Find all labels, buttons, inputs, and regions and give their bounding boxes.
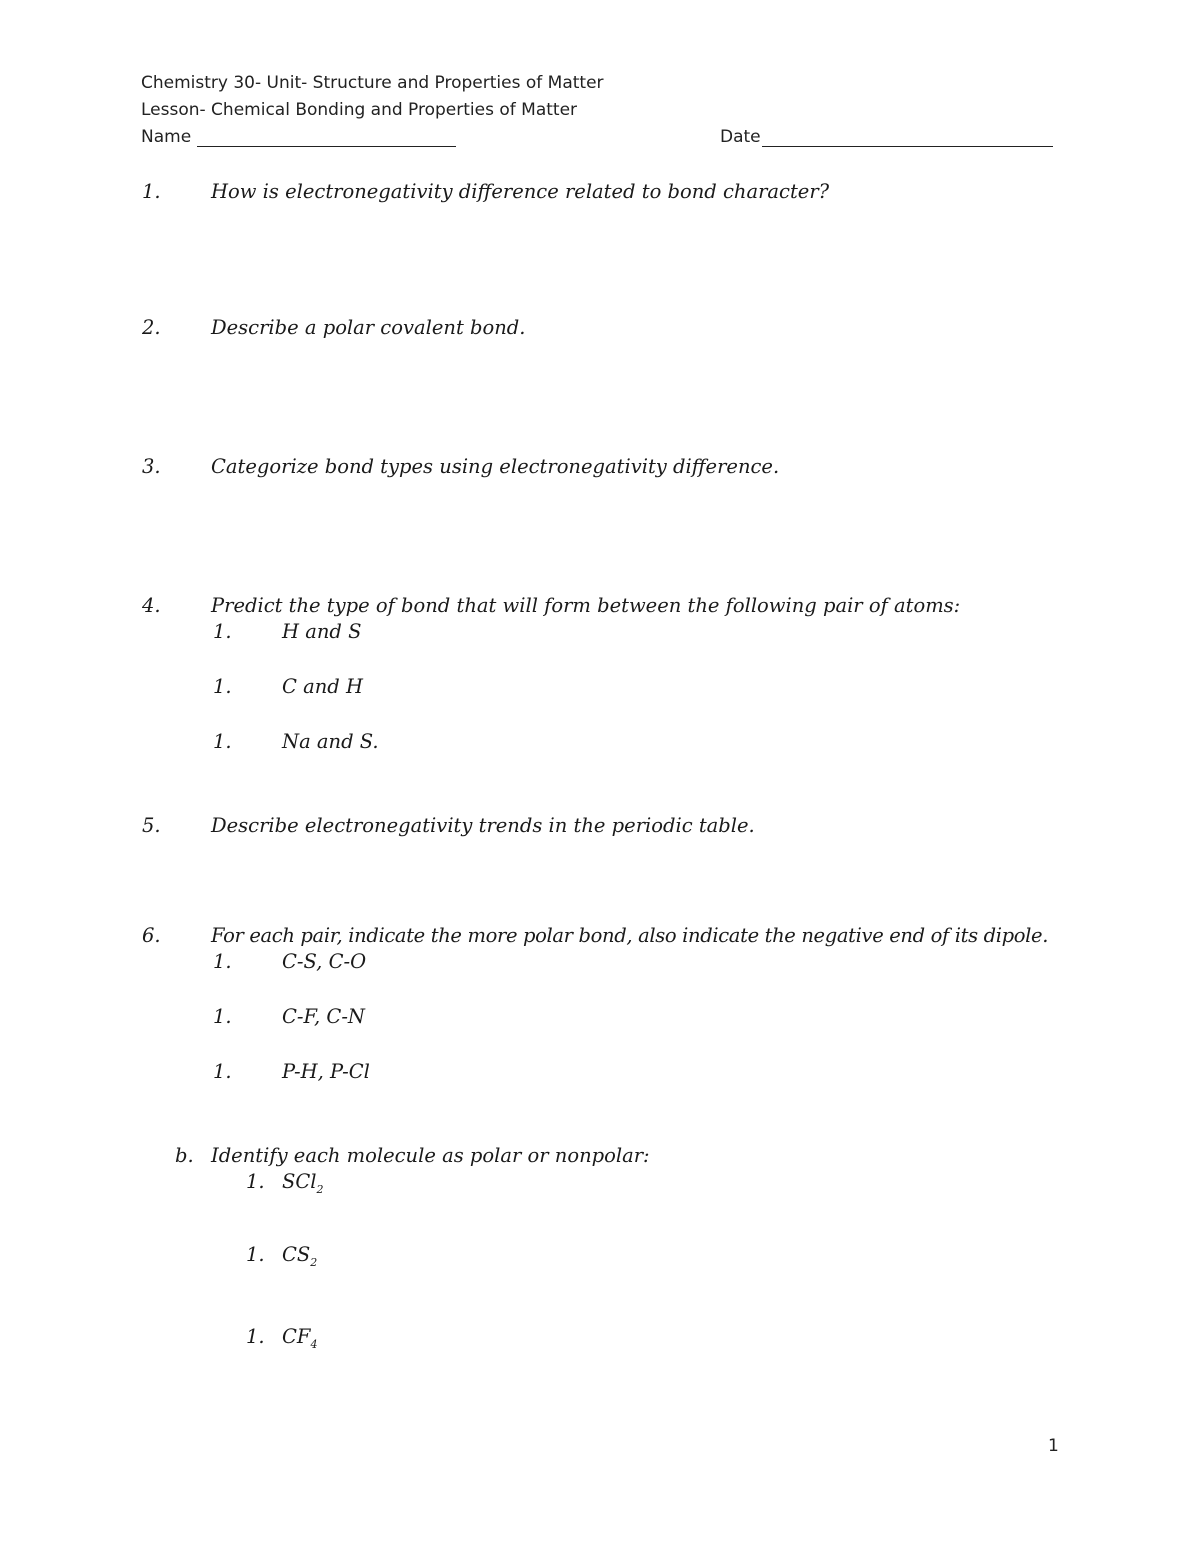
molecule-subscript: 2 [316, 1182, 324, 1196]
molecule-subscript: 2 [310, 1255, 318, 1269]
question-1-text: How is electronegativity difference related to bond character? [211, 180, 830, 203]
molecule-formula: CS [282, 1243, 311, 1266]
molecule-item-number: 1. [246, 1243, 265, 1266]
question-6-item: C-F, C-N [282, 1005, 365, 1028]
question-2-text: Describe a polar covalent bond. [211, 316, 526, 339]
question-5-text: Describe electronegativity trends in the periodic table. [211, 814, 755, 837]
question-6-number: 6. [142, 924, 161, 947]
question-4-item: C and H [282, 675, 363, 698]
course-title: Chemistry 30- Unit- Structure and Properties of Matter [141, 73, 604, 93]
question-6-item-number: 1. [213, 950, 232, 973]
molecule-item [282, 1325, 317, 1357]
date-field-line[interactable] [762, 146, 1053, 147]
molecule-item-number: 1. [246, 1170, 265, 1193]
page-number: 1 [1048, 1436, 1059, 1456]
question-6-item: C-S, C-O [282, 950, 367, 973]
question-4-item: Na and S. [282, 730, 379, 753]
name-label: Name [141, 127, 192, 147]
question-4-text: Predict the type of bond that will form between the following pair of atoms: [211, 594, 961, 617]
molecule-item [282, 1243, 317, 1275]
question-6-item-number: 1. [213, 1005, 232, 1028]
part-b-label: b. [175, 1144, 194, 1167]
part-b-text: Identify each molecule as polar or nonpolar: [211, 1144, 650, 1167]
molecule-formula: SCl [282, 1170, 317, 1193]
question-1-number: 1. [142, 180, 161, 203]
question-2-number: 2. [142, 316, 161, 339]
molecule-formula: CF [282, 1325, 311, 1348]
question-6-item: P-H, P-Cl [282, 1060, 370, 1083]
question-4-item-number: 1. [213, 620, 232, 643]
question-5-number: 5. [142, 814, 161, 837]
question-3-number: 3. [142, 455, 161, 478]
question-6-text: For each pair, indicate the more polar bond, also indicate the negative end of its dipole. [211, 924, 1049, 947]
molecule-subscript: 4 [310, 1337, 318, 1351]
molecule-item-number: 1. [246, 1325, 265, 1348]
question-4-number: 4. [142, 594, 161, 617]
molecule-item [282, 1170, 324, 1202]
date-label: Date [720, 127, 761, 147]
lesson-title: Lesson- Chemical Bonding and Properties of Matter [141, 100, 578, 120]
name-field-line[interactable] [197, 146, 456, 147]
question-4-item-number: 1. [213, 675, 232, 698]
question-4-item: H and S [282, 620, 362, 643]
question-4-item-number: 1. [213, 730, 232, 753]
question-3-text: Categorize bond types using electronegativity difference. [211, 455, 780, 478]
question-6-item-number: 1. [213, 1060, 232, 1083]
